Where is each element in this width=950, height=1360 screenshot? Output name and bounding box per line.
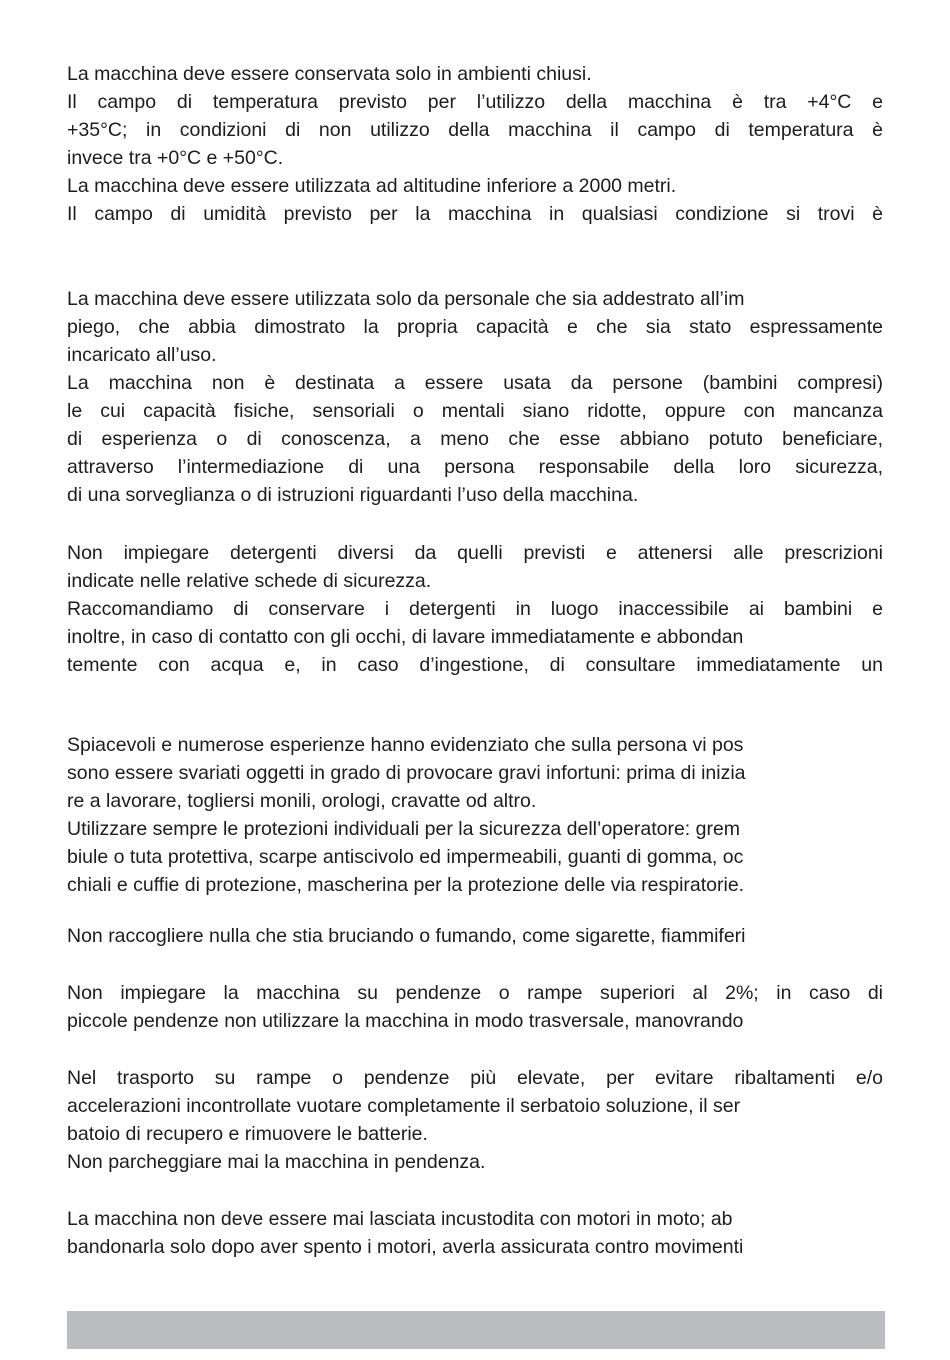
text-line: di una sorveglianza o di istruzioni riguardanti l’uso della macchina.: [67, 484, 639, 506]
text-line: La macchina deve essere conservata solo in ambienti chiusi.: [67, 63, 592, 85]
text-line: Non impiegare detergenti diversi da quelli previsti e attenersi alle prescrizioni: [67, 542, 883, 564]
text-line: le cui capacità fisiche, sensoriali o mentali siano ridotte, oppure con mancanza: [67, 400, 883, 422]
text-line: Il campo di temperatura previsto per l’utilizzo della macchina è tra +4°C e: [67, 91, 883, 113]
text-line: invece tra +0°C e +50°C.: [67, 147, 284, 169]
footer-bar: [67, 1311, 885, 1349]
text-line: bandonarla solo dopo aver spento i motori, averla assicurata contro movimenti: [67, 1236, 744, 1258]
text-line: re a lavorare, togliersi monili, orologi, cravatte od altro.: [67, 790, 537, 812]
text-line: biule o tuta protettiva, scarpe antiscivolo ed impermeabili, guanti di gomma, oc: [67, 846, 744, 868]
text-line: Utilizzare sempre le protezioni individuali per la sicurezza dell’operatore: grem: [67, 818, 741, 840]
text-line: piccole pendenze non utilizzare la macchina in modo trasversale, manovrando: [67, 1010, 744, 1032]
text-line: La macchina non deve essere mai lasciata incustodita con motori in moto; ab: [67, 1208, 733, 1230]
text-line: inoltre, in caso di contatto con gli occhi, di lavare immediatamente e abbondan: [67, 626, 744, 648]
text-line: temente con acqua e, in caso d’ingestione, di consultare immediatamente un: [67, 654, 883, 676]
text-line: La macchina non è destinata a essere usata da persone (bambini compresi): [67, 372, 883, 394]
text-line: batoio di recupero e rimuovere le batterie.: [67, 1123, 428, 1145]
text-line: Non impiegare la macchina su pendenze o rampe superiori al 2%; in caso di: [67, 982, 883, 1004]
text-line: Raccomandiamo di conservare i detergenti in luogo inaccessibile ai bambini e: [67, 598, 883, 620]
text-line: di esperienza o di conoscenza, a meno che esse abbiano potuto beneficiare,: [67, 428, 883, 450]
text-line: Non parcheggiare mai la macchina in pendenza.: [67, 1151, 486, 1173]
text-line: indicate nelle relative schede di sicurezza.: [67, 570, 432, 592]
text-line: Non raccogliere nulla che stia bruciando o fumando, come sigarette, fiammiferi: [67, 925, 746, 947]
text-line: La macchina deve essere utilizzata solo da personale che sia addestrato all’im: [67, 288, 745, 310]
text-line: incaricato all’uso.: [67, 344, 217, 366]
text-line: chiali e cuffie di protezione, mascherina per la protezione delle via respiratorie.: [67, 874, 745, 896]
text-line: Nel trasporto su rampe o pendenze più elevate, per evitare ribaltamenti e/o: [67, 1067, 883, 1089]
text-line: La macchina deve essere utilizzata ad altitudine inferiore a 2000 metri.: [67, 175, 677, 197]
text-line: attraverso l’intermediazione di una persona responsabile della loro sicurezza,: [67, 456, 883, 478]
text-line: accelerazioni incontrollate vuotare completamente il serbatoio soluzione, il ser: [67, 1095, 741, 1117]
text-line: Il campo di umidità previsto per la macchina in qualsiasi condizione si trovi è: [67, 203, 883, 225]
text-line: piego, che abbia dimostrato la propria capacità e che sia stato espressamente: [67, 316, 883, 338]
text-line: Spiacevoli e numerose esperienze hanno evidenziato che sulla persona vi pos: [67, 734, 744, 756]
text-line: sono essere svariati oggetti in grado di provocare gravi infortuni: prima di inizia: [67, 762, 746, 784]
text-line: +35°C; in condizioni di non utilizzo della macchina il campo di temperatura è: [67, 119, 883, 141]
